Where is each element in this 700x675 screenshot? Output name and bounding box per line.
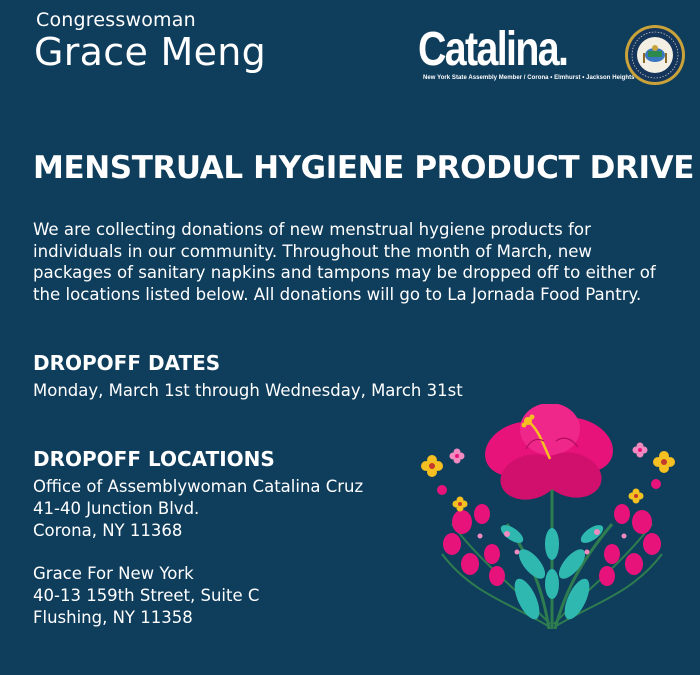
location-2-city: Flushing, NY 11358 — [33, 608, 193, 627]
dropoff-locations-heading: DROPOFF LOCATIONS — [33, 447, 275, 471]
location-1-city: Corona, NY 11368 — [33, 521, 183, 540]
congress-title-label: Congresswoman — [36, 9, 196, 31]
location-2-street: 40-13 159th Street, Suite C — [33, 586, 260, 605]
catalina-logo-tagline: New York State Assembly Member / Corona • Elmhurst • Jackson Heights — [423, 75, 635, 81]
dropoff-dates-text: Monday, March 1st through Wednesday, March 31st — [33, 381, 463, 400]
location-1-name: Office of Assemblywoman Catalina Cruz — [33, 477, 364, 496]
catalina-logo — [418, 23, 635, 94]
location-1-street: 41-40 Junction Blvd. — [33, 499, 200, 518]
page-headline: MENSTRUAL HYGIENE PRODUCT DRIVE — [33, 150, 694, 186]
location-2-name: Grace For New York — [33, 564, 194, 583]
catalina-logo-word: Catalina. — [418, 23, 568, 76]
intro-paragraph: We are collecting donations of new menstrual hygiene products for individuals in our community. Throughout the month of March, new packages of sanitary napkins and tampons may be dropped off to either of the locations listed below. All donations will go to La Jornada Food Pantry. — [33, 220, 656, 304]
flower-bouquet-illustration — [412, 404, 687, 634]
dropoff-dates-heading: DROPOFF DATES — [33, 351, 221, 375]
congresswoman-name: Grace Meng — [34, 30, 267, 74]
assembly-seal — [624, 24, 686, 86]
